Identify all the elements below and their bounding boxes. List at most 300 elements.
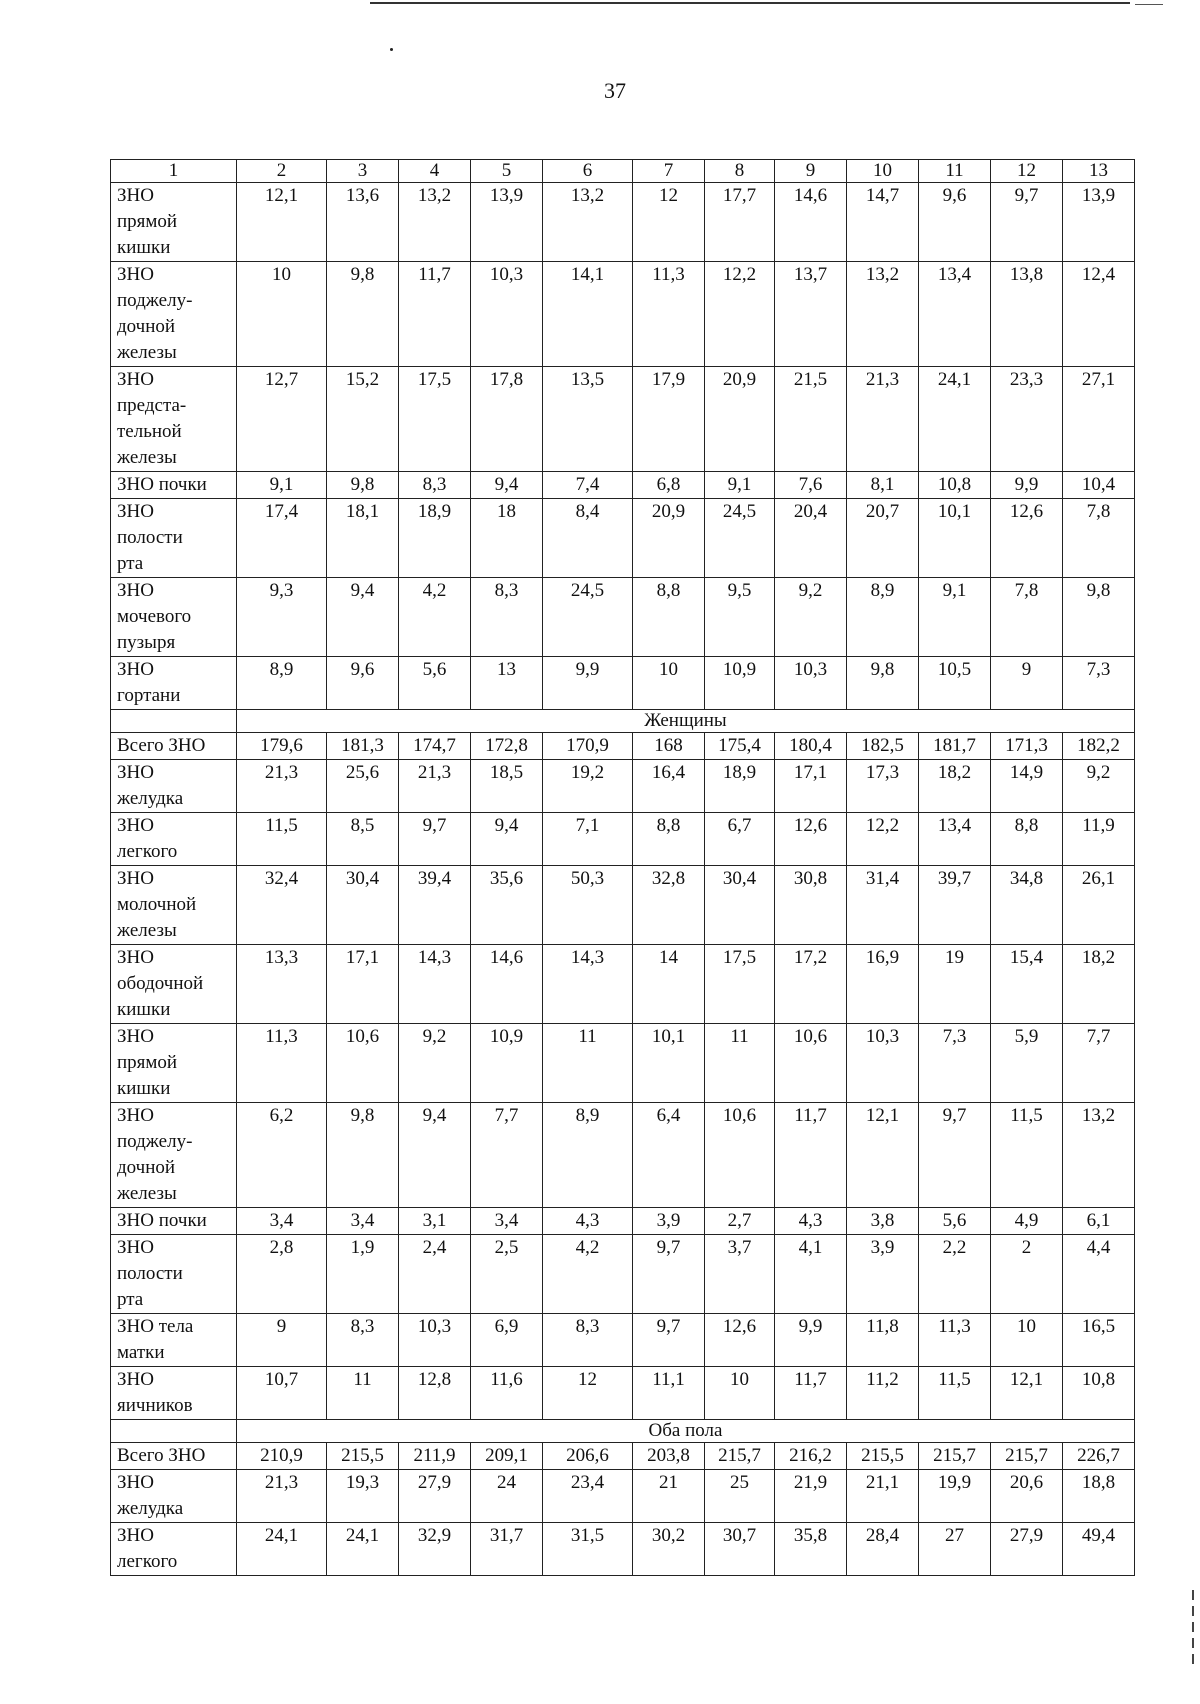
- table-cell: 9,8: [327, 472, 399, 499]
- table-row: [111, 1523, 1135, 1576]
- row-label-line: поджелу-: [117, 1131, 193, 1152]
- table-row: [111, 1103, 1135, 1208]
- row-label-line: ЗНО: [117, 1369, 154, 1390]
- column-header: 3: [327, 160, 399, 183]
- table-cell: 14,9: [991, 760, 1063, 813]
- table-cell: 9,2: [775, 578, 847, 657]
- table-cell: 2,4: [399, 1235, 471, 1314]
- table-cell: 9,5: [705, 578, 775, 657]
- table-cell: 7,1: [543, 813, 633, 866]
- row-label: [111, 262, 237, 367]
- column-header: 2: [237, 160, 327, 183]
- table-cell: 11: [327, 1367, 399, 1420]
- table-cell: 2,7: [705, 1208, 775, 1235]
- row-label-line: кишки: [117, 999, 171, 1020]
- row-label-line: ЗНО: [117, 1525, 154, 1546]
- table-cell: 10,7: [237, 1367, 327, 1420]
- table-cell: 12: [633, 183, 705, 262]
- section-title: Женщины: [237, 710, 1135, 733]
- table-cell: 12,2: [847, 813, 919, 866]
- row-label: [111, 472, 237, 499]
- table-cell: 171,3: [991, 733, 1063, 760]
- table-cell: 18,1: [327, 499, 399, 578]
- row-label-line: яичников: [117, 1395, 193, 1416]
- row-label-line: легкого: [117, 1551, 178, 1572]
- table-cell: 13,4: [919, 813, 991, 866]
- table-cell: 7,8: [991, 578, 1063, 657]
- row-label: [111, 813, 237, 866]
- table-cell: 39,4: [399, 866, 471, 945]
- table-row: [111, 1235, 1135, 1314]
- table-cell: 19: [919, 945, 991, 1024]
- table-cell: 10,3: [471, 262, 543, 367]
- table-cell: 18: [471, 499, 543, 578]
- row-label-line: ЗНО: [117, 815, 154, 836]
- table-cell: 27: [919, 1523, 991, 1576]
- table-cell: 3,4: [471, 1208, 543, 1235]
- table-cell: 12,6: [991, 499, 1063, 578]
- table-cell: 216,2: [775, 1443, 847, 1470]
- table-cell: 8,3: [399, 472, 471, 499]
- table-cell: 4,2: [399, 578, 471, 657]
- table-row: [111, 945, 1135, 1024]
- table-cell: 17,7: [705, 183, 775, 262]
- table-cell: 10,3: [399, 1314, 471, 1367]
- table-row: [111, 733, 1135, 760]
- table-cell: 4,3: [543, 1208, 633, 1235]
- table-cell: 21,5: [775, 367, 847, 472]
- table-row: [111, 866, 1135, 945]
- row-label-line: железы: [117, 920, 177, 941]
- table-cell: 9,8: [327, 1103, 399, 1208]
- row-label-line: ЗНО: [117, 1472, 154, 1493]
- table-cell: 10,3: [775, 657, 847, 710]
- table-cell: 24,5: [705, 499, 775, 578]
- table-cell: 10,8: [1063, 1367, 1135, 1420]
- table-cell: 13,8: [991, 262, 1063, 367]
- table-cell: 11,9: [1063, 813, 1135, 866]
- table-cell: 9,4: [471, 813, 543, 866]
- table-cell: 211,9: [399, 1443, 471, 1470]
- table-row: [111, 1470, 1135, 1523]
- table-row: [111, 262, 1135, 367]
- table-cell: 14,3: [399, 945, 471, 1024]
- section-header-row: [111, 1420, 1135, 1443]
- table-cell: 13,2: [847, 262, 919, 367]
- table-cell: 17,2: [775, 945, 847, 1024]
- row-label-line: железы: [117, 342, 177, 363]
- table-cell: 9,1: [919, 578, 991, 657]
- row-label-line: предста-: [117, 395, 187, 416]
- table-cell: 14,3: [543, 945, 633, 1024]
- table-row: [111, 472, 1135, 499]
- table-cell: 17,9: [633, 367, 705, 472]
- table-cell: 31,4: [847, 866, 919, 945]
- table-cell: 215,5: [327, 1443, 399, 1470]
- row-label-line: ЗНО: [117, 659, 154, 680]
- table-cell: 8,9: [847, 578, 919, 657]
- table-cell: 12,1: [847, 1103, 919, 1208]
- table-cell: 11,3: [633, 262, 705, 367]
- table-row: [111, 367, 1135, 472]
- table-cell: 7,3: [919, 1024, 991, 1103]
- column-header: 10: [847, 160, 919, 183]
- table-cell: 16,5: [1063, 1314, 1135, 1367]
- table-cell: 9,2: [399, 1024, 471, 1103]
- row-label: [111, 1208, 237, 1235]
- table-cell: 13,2: [1063, 1103, 1135, 1208]
- table-cell: 21,9: [775, 1470, 847, 1523]
- row-label-line: мочевого: [117, 606, 192, 627]
- row-label-line: прямой: [117, 211, 178, 232]
- table-cell: 11,5: [237, 813, 327, 866]
- table-cell: 20,4: [775, 499, 847, 578]
- table-cell: 32,4: [237, 866, 327, 945]
- table-cell: 181,3: [327, 733, 399, 760]
- table-cell: 24,1: [327, 1523, 399, 1576]
- row-label-line: гортани: [117, 685, 181, 706]
- table-cell: 10,9: [705, 657, 775, 710]
- table-cell: 12,2: [705, 262, 775, 367]
- table-cell: 9,7: [919, 1103, 991, 1208]
- table-cell: 9,8: [1063, 578, 1135, 657]
- column-header: 6: [543, 160, 633, 183]
- table-cell: 172,8: [471, 733, 543, 760]
- table-cell: 9,4: [399, 1103, 471, 1208]
- table-cell: 15,2: [327, 367, 399, 472]
- row-label-line: ЗНО: [117, 1026, 154, 1047]
- table-cell: 10: [633, 657, 705, 710]
- row-label-line: железы: [117, 1183, 177, 1204]
- table-row: [111, 1314, 1135, 1367]
- table-cell: 3,4: [327, 1208, 399, 1235]
- table-cell: 10: [705, 1367, 775, 1420]
- row-label-line: ЗНО почки: [117, 474, 207, 495]
- table-cell: 8,9: [543, 1103, 633, 1208]
- table-cell: 30,2: [633, 1523, 705, 1576]
- table-cell: 11,7: [399, 262, 471, 367]
- table-cell: 10: [991, 1314, 1063, 1367]
- table-cell: 11,7: [775, 1103, 847, 1208]
- section-title: Оба пола: [237, 1420, 1135, 1443]
- table-cell: 15,4: [991, 945, 1063, 1024]
- top-rule-fragment: [1135, 4, 1163, 5]
- table-cell: 12,6: [775, 813, 847, 866]
- table-cell: 10,6: [775, 1024, 847, 1103]
- table-cell: 27,9: [991, 1523, 1063, 1576]
- table-cell: 5,6: [399, 657, 471, 710]
- column-header: 11: [919, 160, 991, 183]
- table-cell: 21,3: [399, 760, 471, 813]
- table-cell: 35,6: [471, 866, 543, 945]
- table-cell: 5,9: [991, 1024, 1063, 1103]
- table-cell: 12,4: [1063, 262, 1135, 367]
- row-label-line: легкого: [117, 841, 178, 862]
- section-blank-cell: [111, 1420, 237, 1443]
- table-cell: 1,9: [327, 1235, 399, 1314]
- row-label-line: молочной: [117, 894, 197, 915]
- table-cell: 9,1: [705, 472, 775, 499]
- table-cell: 9,9: [543, 657, 633, 710]
- table-cell: 11,1: [633, 1367, 705, 1420]
- column-header-row: [111, 160, 1135, 183]
- table-cell: 9,1: [237, 472, 327, 499]
- table-cell: 18,9: [705, 760, 775, 813]
- table-cell: 2,5: [471, 1235, 543, 1314]
- table-cell: 13,4: [919, 262, 991, 367]
- table-cell: 11,5: [919, 1367, 991, 1420]
- table-cell: 210,9: [237, 1443, 327, 1470]
- table-cell: 12,1: [237, 183, 327, 262]
- table-cell: 7,8: [1063, 499, 1135, 578]
- table-cell: 11: [705, 1024, 775, 1103]
- table-cell: 23,4: [543, 1470, 633, 1523]
- table-cell: 32,9: [399, 1523, 471, 1576]
- table-cell: 13: [471, 657, 543, 710]
- row-label-line: рта: [117, 553, 144, 574]
- table-cell: 8,4: [543, 499, 633, 578]
- row-label-line: ЗНО: [117, 868, 154, 889]
- table-cell: 10,4: [1063, 472, 1135, 499]
- row-label-line: прямой: [117, 1052, 178, 1073]
- row-label: [111, 657, 237, 710]
- table-cell: 9,4: [471, 472, 543, 499]
- table-cell: 10,6: [705, 1103, 775, 1208]
- table-cell: 10,1: [633, 1024, 705, 1103]
- row-label-line: ЗНО: [117, 1105, 154, 1126]
- row-label-line: ЗНО: [117, 947, 154, 968]
- table-row: [111, 760, 1135, 813]
- row-label-line: дочной: [117, 1157, 176, 1178]
- table-cell: 6,9: [471, 1314, 543, 1367]
- table-cell: 12,6: [705, 1314, 775, 1367]
- table-cell: 6,1: [1063, 1208, 1135, 1235]
- table-cell: 21,1: [847, 1470, 919, 1523]
- table-cell: 2,2: [919, 1235, 991, 1314]
- table-cell: 13,6: [327, 183, 399, 262]
- table-cell: 9,6: [919, 183, 991, 262]
- table-cell: 9,3: [237, 578, 327, 657]
- table-cell: 14: [633, 945, 705, 1024]
- row-label-line: ЗНО: [117, 501, 154, 522]
- table-cell: 9,9: [991, 472, 1063, 499]
- row-label: [111, 578, 237, 657]
- table-cell: 10,9: [471, 1024, 543, 1103]
- column-header: 7: [633, 160, 705, 183]
- table-cell: 17,1: [327, 945, 399, 1024]
- table-cell: 4,4: [1063, 1235, 1135, 1314]
- row-label: [111, 499, 237, 578]
- table-cell: 49,4: [1063, 1523, 1135, 1576]
- table-cell: 8,8: [991, 813, 1063, 866]
- table-cell: 8,8: [633, 813, 705, 866]
- table-cell: 13,7: [775, 262, 847, 367]
- table-cell: 181,7: [919, 733, 991, 760]
- table-cell: 27,9: [399, 1470, 471, 1523]
- row-label: [111, 1103, 237, 1208]
- table-cell: 3,4: [237, 1208, 327, 1235]
- table-cell: 5,6: [919, 1208, 991, 1235]
- table-cell: 18,5: [471, 760, 543, 813]
- column-header: 9: [775, 160, 847, 183]
- table-cell: 11,6: [471, 1367, 543, 1420]
- table-cell: 18,8: [1063, 1470, 1135, 1523]
- table-cell: 6,4: [633, 1103, 705, 1208]
- table-row: [111, 1443, 1135, 1470]
- table-cell: 30,4: [327, 866, 399, 945]
- table-cell: 3,8: [847, 1208, 919, 1235]
- column-header: 12: [991, 160, 1063, 183]
- row-label-line: дочной: [117, 316, 176, 337]
- table-cell: 24,5: [543, 578, 633, 657]
- table-cell: 180,4: [775, 733, 847, 760]
- row-label-line: матки: [117, 1342, 165, 1363]
- table-cell: 10,3: [847, 1024, 919, 1103]
- table-cell: 10,1: [919, 499, 991, 578]
- row-label: [111, 760, 237, 813]
- table-cell: 182,2: [1063, 733, 1135, 760]
- table-cell: 14,1: [543, 262, 633, 367]
- row-label-line: кишки: [117, 1078, 171, 1099]
- table-cell: 203,8: [633, 1443, 705, 1470]
- row-label-line: тельной: [117, 421, 182, 442]
- table-cell: 23,3: [991, 367, 1063, 472]
- margin-marks: [1192, 1590, 1194, 1670]
- table-cell: 6,8: [633, 472, 705, 499]
- table-cell: 8,3: [327, 1314, 399, 1367]
- row-label-line: ЗНО: [117, 264, 154, 285]
- table-cell: 7,7: [471, 1103, 543, 1208]
- table-cell: 9,4: [327, 578, 399, 657]
- row-label-line: кишки: [117, 237, 171, 258]
- row-label-line: ЗНО: [117, 369, 154, 390]
- table-cell: 19,2: [543, 760, 633, 813]
- table-cell: 9,8: [327, 262, 399, 367]
- top-rule: [370, 2, 1130, 4]
- table-cell: 206,6: [543, 1443, 633, 1470]
- table-cell: 21: [633, 1470, 705, 1523]
- table-cell: 17,5: [399, 367, 471, 472]
- row-label: [111, 183, 237, 262]
- table-cell: 10,5: [919, 657, 991, 710]
- table-cell: 10,6: [327, 1024, 399, 1103]
- table-cell: 13,9: [471, 183, 543, 262]
- table-cell: 175,4: [705, 733, 775, 760]
- table-cell: 30,8: [775, 866, 847, 945]
- table-cell: 19,9: [919, 1470, 991, 1523]
- row-label: [111, 733, 237, 760]
- table-cell: 26,1: [1063, 866, 1135, 945]
- row-label-line: Всего ЗНО: [117, 735, 206, 756]
- table-cell: 14,6: [775, 183, 847, 262]
- table-cell: 30,4: [705, 866, 775, 945]
- row-label-line: ободочной: [117, 973, 204, 994]
- table-cell: 13,2: [543, 183, 633, 262]
- table-row: [111, 1024, 1135, 1103]
- row-label: [111, 945, 237, 1024]
- table-cell: 215,7: [991, 1443, 1063, 1470]
- table-cell: 3,1: [399, 1208, 471, 1235]
- table-cell: 17,4: [237, 499, 327, 578]
- table-cell: 35,8: [775, 1523, 847, 1576]
- table-cell: 24,1: [237, 1523, 327, 1576]
- table-cell: 9: [237, 1314, 327, 1367]
- row-label-line: ЗНО почки: [117, 1210, 207, 1231]
- table-cell: 19,3: [327, 1470, 399, 1523]
- row-label: [111, 367, 237, 472]
- column-header: 5: [471, 160, 543, 183]
- table-cell: 20,6: [991, 1470, 1063, 1523]
- table-cell: 34,8: [991, 866, 1063, 945]
- table-cell: 24: [471, 1470, 543, 1523]
- row-label-line: ЗНО: [117, 762, 154, 783]
- table-cell: 13,3: [237, 945, 327, 1024]
- table-cell: 17,3: [847, 760, 919, 813]
- row-label-line: ЗНО: [117, 185, 154, 206]
- table-cell: 10: [237, 262, 327, 367]
- table-cell: 9,9: [775, 1314, 847, 1367]
- table-cell: 179,6: [237, 733, 327, 760]
- table-row: [111, 183, 1135, 262]
- row-label-line: поджелу-: [117, 290, 193, 311]
- table-cell: 7,6: [775, 472, 847, 499]
- row-label-line: ЗНО: [117, 1237, 154, 1258]
- column-header: 4: [399, 160, 471, 183]
- table-cell: 2,8: [237, 1235, 327, 1314]
- table-cell: 7,3: [1063, 657, 1135, 710]
- table-cell: 21,3: [237, 760, 327, 813]
- table-cell: 11,2: [847, 1367, 919, 1420]
- table-cell: 6,2: [237, 1103, 327, 1208]
- incidence-table: [110, 159, 1135, 1576]
- table-cell: 21,3: [237, 1470, 327, 1523]
- table-cell: 209,1: [471, 1443, 543, 1470]
- column-header: 13: [1063, 160, 1135, 183]
- table-cell: 17,1: [775, 760, 847, 813]
- scan-speck: [390, 48, 393, 51]
- page-number: 37: [604, 78, 626, 103]
- table-cell: 11,3: [237, 1024, 327, 1103]
- row-label-line: пузыря: [117, 632, 176, 653]
- table-cell: 20,9: [633, 499, 705, 578]
- table-cell: 30,7: [705, 1523, 775, 1576]
- table-cell: 182,5: [847, 733, 919, 760]
- table-cell: 3,9: [847, 1235, 919, 1314]
- table-row: [111, 1367, 1135, 1420]
- table-cell: 9,2: [1063, 760, 1135, 813]
- table-row: [111, 1208, 1135, 1235]
- table-cell: 9,7: [399, 813, 471, 866]
- table-cell: 12,7: [237, 367, 327, 472]
- table-cell: 8,5: [327, 813, 399, 866]
- table-cell: 12,1: [991, 1367, 1063, 1420]
- row-label: [111, 1235, 237, 1314]
- table-cell: 8,8: [633, 578, 705, 657]
- row-label-line: полости: [117, 1263, 183, 1284]
- table-cell: 32,8: [633, 866, 705, 945]
- table-cell: 174,7: [399, 733, 471, 760]
- row-label-line: желудка: [117, 1498, 184, 1519]
- table-cell: 18,9: [399, 499, 471, 578]
- table-cell: 27,1: [1063, 367, 1135, 472]
- table-cell: 16,4: [633, 760, 705, 813]
- table-cell: 17,8: [471, 367, 543, 472]
- table-cell: 25: [705, 1470, 775, 1523]
- table-cell: 13,5: [543, 367, 633, 472]
- table-cell: 3,9: [633, 1208, 705, 1235]
- table-row: [111, 578, 1135, 657]
- table-cell: 2: [991, 1235, 1063, 1314]
